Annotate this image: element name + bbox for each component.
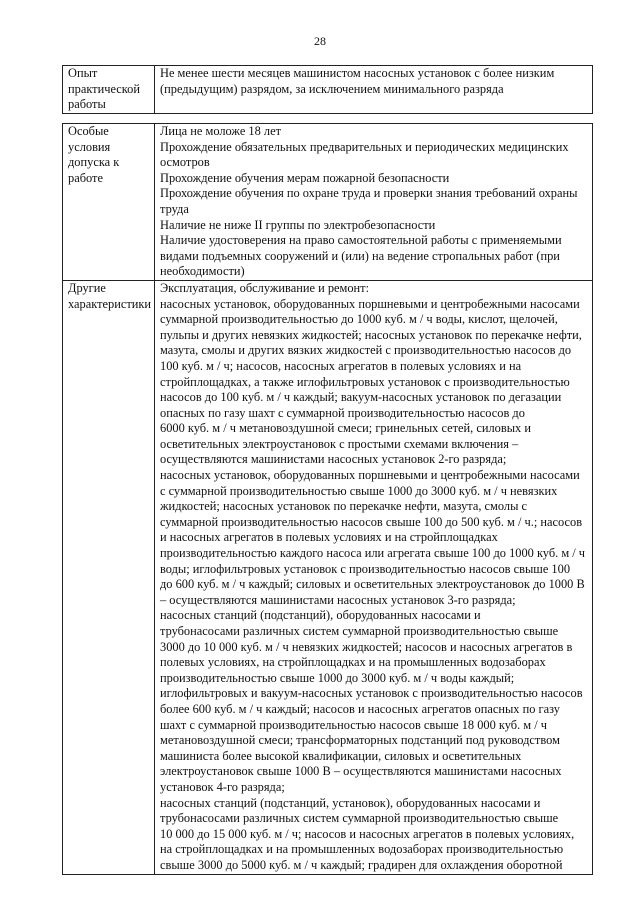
text-line: труда	[160, 201, 189, 216]
text-line: производительностью каждого насоса или агрегата свыше 100 до 1000 куб. м / ч	[160, 546, 586, 561]
text-line: Прохождение обучения мерам пожарной безопасности	[160, 170, 450, 185]
text-line: трубонасосами различных систем суммарной производительностью свыше	[160, 624, 559, 638]
text-line: Эксплуатация, обслуживание и ремонт:	[160, 280, 370, 295]
text-line: трубонасосами различных систем суммарной производительностью свыше	[160, 811, 559, 826]
text-line: мазута, смолы и других вязких жидкостей с производительностью насосов до	[160, 343, 572, 358]
text-line: машиниста более высокой квалификации, силовых и осветительных	[160, 748, 522, 763]
experience-label	[63, 66, 155, 114]
table-row	[63, 124, 593, 281]
text-line: 6000 куб. м / ч метановоздушной смеси; гринельных сетей, силовых и	[160, 421, 531, 436]
text-line: 3000 до 10 000 куб. м / ч невязких жидкостей; насосов и насосных агрегатов в	[160, 639, 573, 654]
label-line: допуска к	[68, 155, 120, 170]
text-line: и насосных агрегатов в полевых условиях и на стройплощадках	[160, 530, 498, 545]
special-conditions-label	[63, 124, 155, 281]
conditions-table	[62, 123, 593, 875]
text-line: с суммарной производительностью свыше 1000 до 3000 куб. м / ч невязких	[160, 483, 558, 498]
table-row	[63, 66, 593, 114]
text-line: Наличие удостоверения на право самостоятельной работы с применяемыми	[160, 233, 562, 248]
label-line: практической	[68, 81, 140, 96]
label-line: работе	[68, 170, 103, 185]
text-line: (предыдущим) разрядом, за исключением минимального разряда	[160, 81, 504, 96]
text-line: до 600 куб. м / ч каждый; силовых и осветительных электроустановок до 1000 В	[160, 577, 585, 592]
text-line: производительностью свыше 1000 до 3000 куб. м / ч воды каждый;	[160, 670, 515, 685]
text-line: стройплощадках, а также иглофильтровых установок с производительностью	[160, 374, 570, 389]
text-line: на стройплощадках и на промышленных водозаборах производительностью	[160, 842, 564, 857]
text-line: метановоздушной смеси; трансформаторных подстанций под руководством	[160, 733, 560, 748]
text-line: осветительных электроустановок с простыми схемами включения –	[160, 436, 519, 451]
special-conditions-value	[155, 124, 593, 281]
text-line: насосных установок, оборудованных поршневыми и центробежными насосами	[160, 296, 580, 311]
experience-value	[155, 66, 593, 114]
text-line: свыше 3000 до 5000 куб. м / ч каждый; градирен для охлаждения оборотной	[160, 857, 563, 872]
text-line: Не менее шести месяцев машинистом насосных установок с более низким	[160, 66, 555, 80]
other-characteristics-value	[155, 280, 593, 874]
text-line: Прохождение обучения по охране труда и проверки знания требований охраны	[160, 186, 578, 201]
text-line: Лица не моложе 18 лет	[160, 124, 282, 138]
text-line: насосных станций (подстанций), оборудованных насосами и	[160, 608, 481, 623]
text-line: иглофильтровых и вакуум-насосных установок с производительностью насосов	[160, 686, 583, 701]
label-line: Другие	[68, 280, 106, 295]
text-line: осмотров	[160, 155, 210, 170]
other-characteristics-label	[63, 280, 155, 874]
text-line: видами подъемных сооружений и (или) на ведение стропальных работ (при	[160, 248, 560, 263]
label-line: характеристики	[68, 296, 152, 311]
text-line: 10 000 до 15 000 куб. м / ч; насосов и насосных агрегатов в полевых условиях,	[160, 826, 575, 841]
text-line: установок 4-го разряда;	[160, 779, 285, 794]
text-line: Наличие не ниже II группы по электробезопасности	[160, 217, 436, 232]
label-line: Особые	[68, 124, 109, 138]
text-line: суммарной производительностью насосов свыше 100 до 500 куб. м / ч.; насосов	[160, 514, 583, 529]
text-line: полевых условиях, на стройплощадках и на промышленных водозаборах	[160, 655, 546, 670]
text-line: жидкостей; насосных установок по перекачке нефти, мазута, смолы с	[160, 499, 528, 514]
label-line: условия	[68, 139, 111, 154]
text-line: – осуществляются машинистами насосных установок 3-го разряда;	[160, 592, 516, 607]
text-line: электроустановок свыше 1000 В – осуществляются машинистами насосных	[160, 764, 562, 779]
text-line: необходимости)	[160, 264, 245, 279]
text-line: суммарной производительностью до 1000 куб. м / ч воды, кислот, щелочей,	[160, 312, 558, 327]
experience-table	[62, 65, 593, 114]
page-number: 28	[314, 34, 326, 48]
text-line: насосных станций (подстанций, установок), оборудованных насосами и	[160, 795, 541, 810]
table-row	[63, 280, 593, 874]
label-line: Опыт	[68, 66, 98, 80]
label-line: работы	[68, 97, 106, 112]
text-line: опасных по газу шахт с суммарной производительностью насосов до	[160, 405, 525, 420]
text-line: 100 куб. м / ч; насосов, насосных агрегатов в полевых условиях и на	[160, 358, 522, 373]
text-line: насосов до 100 куб. м / ч каждый; вакуум-насосных установок по дегазации	[160, 390, 562, 405]
text-line: осуществляются машинистами насосных установок 2-го разряда;	[160, 452, 507, 467]
text-line: Прохождение обязательных предварительных и периодических медицинских	[160, 139, 569, 154]
text-line: насосных установок, оборудованных поршневыми и центробежными насосами	[160, 468, 580, 483]
text-line: более 600 куб. м / ч каждый; насосов и насосных агрегатов опасных по газу	[160, 701, 560, 716]
text-line: шахт с суммарной производительностью насосов свыше 18 000 куб. м / ч	[160, 717, 547, 732]
text-line: пульпы и других невязких жидкостей; насосных установок по перекачке нефти,	[160, 327, 582, 342]
text-line: воды; иглофильтровых установок с производительностью насосов свыше 100	[160, 561, 571, 576]
